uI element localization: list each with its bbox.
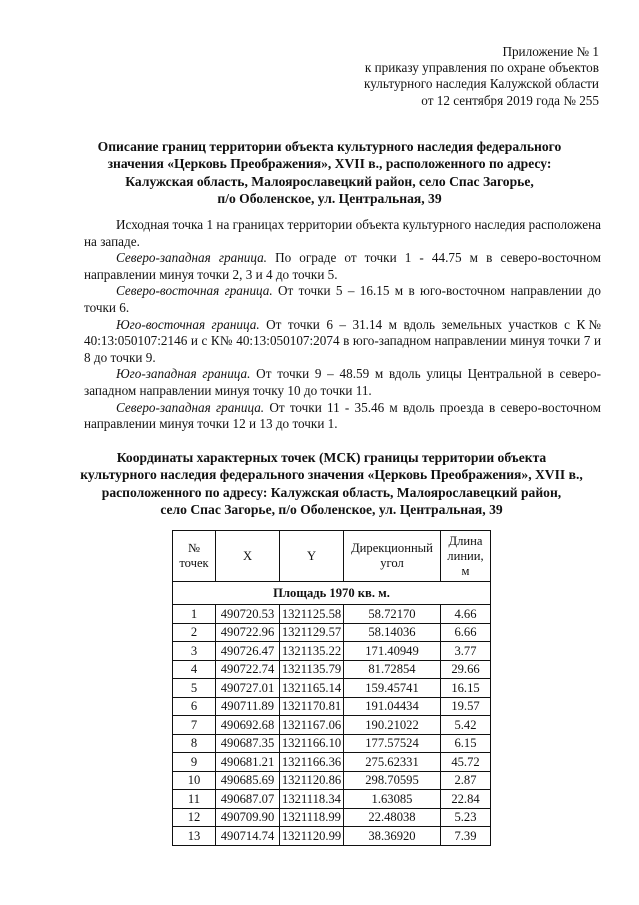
point-number-cell: 5 (173, 679, 216, 698)
point-number-cell: 7 (173, 716, 216, 735)
point-number-cell: 11 (173, 790, 216, 809)
table-row (173, 771, 491, 790)
y-cell: 1321135.79 (280, 660, 344, 679)
northeast-boundary-label: Северо-восточная граница. (116, 283, 273, 299)
direction-angle-cell: 81.72854 (344, 660, 441, 679)
point-number-cell: 13 (173, 827, 216, 846)
y-cell: 1321170.81 (280, 697, 344, 716)
area-value: Площадь 1970 кв. м. (173, 582, 491, 605)
x-cell: 490687.07 (216, 790, 280, 809)
southwest-boundary-paragraph (84, 366, 601, 399)
direction-angle-cell: 190.21022 (344, 716, 441, 735)
direction-angle-cell: 58.14036 (344, 623, 441, 642)
annex-date: от 12 сентября 2019 года № 255 (421, 92, 599, 108)
table-row (173, 734, 491, 753)
line-length-cell: 5.23 (441, 808, 491, 827)
line-length-cell: 7.39 (441, 827, 491, 846)
line-length-cell: 6.15 (441, 734, 491, 753)
direction-angle-cell: 177.57524 (344, 734, 441, 753)
point-number-cell: 8 (173, 734, 216, 753)
y-cell: 1321166.10 (280, 734, 344, 753)
x-cell: 490685.69 (216, 771, 280, 790)
boundary-description (84, 217, 601, 433)
table-row (173, 623, 491, 642)
y-cell: 1321118.34 (280, 790, 344, 809)
table-row (173, 808, 491, 827)
header-point-number-symbol: № (187, 541, 201, 555)
southeast-boundary-paragraph (84, 317, 601, 367)
x-cell: 490722.74 (216, 660, 280, 679)
title-line-4: п/о Оболенское, ул. Центральная, 39 (217, 191, 442, 207)
header-line-length-unit: м (461, 563, 470, 578)
point-number-cell: 9 (173, 753, 216, 772)
table-row (173, 660, 491, 679)
y-cell: 1321120.99 (280, 827, 344, 846)
line-length-cell: 16.15 (441, 679, 491, 698)
point-number-cell: 1 (173, 605, 216, 624)
point-number-cell: 4 (173, 660, 216, 679)
line-length-cell: 5.42 (441, 716, 491, 735)
title-line-3: Калужская область, Малоярославецкий район, село Спас Загорье, (125, 173, 534, 189)
header-point-number-label: точек (179, 556, 209, 570)
area-row (173, 582, 491, 605)
x-cell: 490687.35 (216, 734, 280, 753)
point-number-cell: 2 (173, 623, 216, 642)
direction-angle-cell: 1.63085 (344, 790, 441, 809)
annex-header (364, 44, 599, 109)
direction-angle-cell: 275.62331 (344, 753, 441, 772)
northeast-boundary-text: От точки 5 – 16.15 м в юго-восточном направлении до точки 6. (84, 283, 601, 315)
northwest-boundary-label: Северо-западная граница. (116, 250, 267, 266)
point-number-cell: 6 (173, 697, 216, 716)
y-cell: 1321167.06 (280, 716, 344, 735)
line-length-cell: 4.66 (441, 605, 491, 624)
line-length-cell: 29.66 (441, 660, 491, 679)
point-number-cell: 3 (173, 642, 216, 661)
coordinates-title-line-3: расположенного по адресу: Калужская область, Малоярославецкий район, (101, 484, 562, 500)
southeast-boundary-label: Юго-восточная граница. (116, 316, 260, 332)
title-line-1: Описание границ территории объекта культурного наследия федерального (97, 139, 562, 154)
x-cell: 490711.89 (216, 697, 280, 716)
line-length-cell: 45.72 (441, 753, 491, 772)
document-title (60, 138, 599, 208)
direction-angle-cell: 22.48038 (344, 808, 441, 827)
header-direction-angle-line-2: угол (380, 556, 404, 570)
table-header-row (173, 531, 491, 582)
northwest-boundary-2-label: Северо-западная граница. (116, 399, 265, 415)
coordinates-table (172, 530, 491, 846)
table-row (173, 827, 491, 846)
y-cell: 1321165.14 (280, 679, 344, 698)
title-line-2: значения «Церковь Преображения», XVII в., расположенного по адресу: (107, 156, 552, 172)
northeast-boundary-paragraph (84, 283, 601, 316)
point-number-cell: 12 (173, 808, 216, 827)
table-row (173, 605, 491, 624)
southeast-boundary-text: От точки 6 – 31.14 м вдоль земельных участков с К№ 40:13:050107:2146 и с К№ 40:13:050107:2074 в юго-западном направлении минуя точки 7 и 8 до точки 9. (84, 316, 602, 365)
direction-angle-cell: 159.45741 (344, 679, 441, 698)
header-line-length-line-1: Длина (448, 533, 483, 548)
y-cell: 1321125.58 (280, 605, 344, 624)
header-point-number (173, 531, 216, 582)
coordinates-title-line-1: Координаты характерных точек (МСК) границы территории объекта (116, 450, 547, 465)
direction-angle-cell: 171.40949 (344, 642, 441, 661)
northwest-boundary-text: По ограде от точки 1 - 44.75 м в северо-восточном направлении минуя точки 2, 3 и 4 до точки 5. (84, 250, 602, 282)
x-cell: 490720.53 (216, 605, 280, 624)
y-cell: 1321129.57 (280, 623, 344, 642)
x-cell: 490726.47 (216, 642, 280, 661)
annex-authority: культурного наследия Калужской области (364, 76, 599, 92)
direction-angle-cell: 58.72170 (344, 605, 441, 624)
northwest-boundary-2-paragraph (84, 400, 601, 433)
x-cell: 490714.74 (216, 827, 280, 846)
annex-title: Приложение № 1 (502, 44, 599, 59)
table-row (173, 679, 491, 698)
southwest-boundary-text: От точки 9 – 48.59 м вдоль улицы Центральной в северо-западном направлении минуя точку 10 до точки 11. (84, 366, 601, 398)
x-cell: 490709.90 (216, 808, 280, 827)
annex-order-ref: к приказу управления по охране объектов (364, 60, 599, 76)
line-length-cell: 19.57 (441, 697, 491, 716)
y-cell: 1321166.36 (280, 753, 344, 772)
table-row (173, 790, 491, 809)
direction-angle-cell: 298.70595 (344, 771, 441, 790)
header-direction-angle (344, 531, 441, 582)
line-length-cell: 3.77 (441, 642, 491, 661)
coordinates-title-line-2: культурного наследия федерального значения «Церковь Преображения», XVII в., (80, 467, 583, 483)
table-row (173, 697, 491, 716)
header-line-length-line-2: линии, (447, 548, 484, 563)
y-cell: 1321118.99 (280, 808, 344, 827)
northwest-boundary-paragraph (84, 250, 601, 283)
header-direction-angle-line-1: Дирекционный (351, 541, 433, 555)
y-cell: 1321120.86 (280, 771, 344, 790)
point-number-cell: 10 (173, 771, 216, 790)
header-line-length (441, 531, 491, 582)
table-row (173, 753, 491, 772)
x-cell: 490722.96 (216, 623, 280, 642)
header-x: X (216, 531, 280, 582)
coordinates-title (60, 449, 603, 519)
direction-angle-cell: 191.04434 (344, 697, 441, 716)
x-cell: 490727.01 (216, 679, 280, 698)
start-point-paragraph: Исходная точка 1 на границах территории объекта культурного наследия расположена на западе. (84, 217, 601, 249)
table-row (173, 716, 491, 735)
header-y: Y (280, 531, 344, 582)
coordinates-title-line-4: село Спас Загорье, п/о Оболенское, ул. Центральная, 39 (160, 502, 503, 518)
line-length-cell: 6.66 (441, 623, 491, 642)
direction-angle-cell: 38.36920 (344, 827, 441, 846)
southwest-boundary-label: Юго-западная граница. (116, 366, 251, 382)
y-cell: 1321135.22 (280, 642, 344, 661)
line-length-cell: 22.84 (441, 790, 491, 809)
x-cell: 490692.68 (216, 716, 280, 735)
northwest-boundary-2-text: От точки 11 - 35.46 м вдоль проезда в северо-восточном направлении минуя точки 12 и 13 до точки 1. (84, 399, 601, 432)
line-length-cell: 2.87 (441, 771, 491, 790)
table-row (173, 642, 491, 661)
x-cell: 490681.21 (216, 753, 280, 772)
